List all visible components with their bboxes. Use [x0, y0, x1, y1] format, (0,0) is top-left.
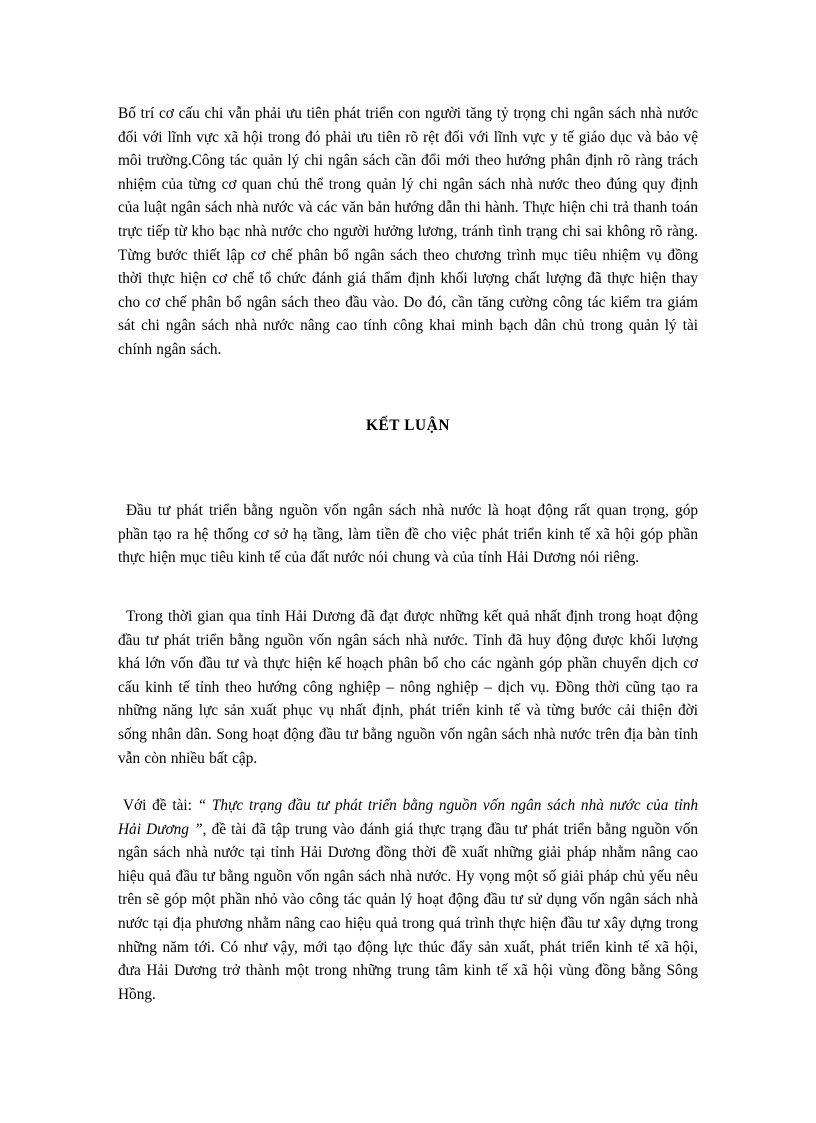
body-paragraph-3: Trong thời gian qua tỉnh Hải Dương đã đạt được những kết quả nhất định trong hoạt động đầu tư phát triển bằng nguồn vốn ngân sách nhà nước. Tỉnh đã huy động được khối lượng khá lớn vốn đầu tư và thực hiện kế hoạch phân bổ cho các ngành góp phần chuyển dịch cơ cấu kinh tế tỉnh theo hướng công nghiệp – nông nghiệp – dịch vụ. Đồng thời cũng tạo ra những năng lực sản xuất phục vụ nhất định, phát triển kinh tế và từng bước cải thiện đời sống nhân dân. Song hoạt động đầu tư bằng nguồn vốn ngân sách nhà nước trên địa bàn tỉnh vẫn còn nhiều bất cập. [118, 608, 698, 767]
body-paragraph-4 [118, 794, 698, 1006]
section-heading-conclusion: KẾT LUẬN [366, 417, 450, 434]
paragraph-4-prefix: Với đề tài: [123, 797, 198, 814]
paragraph-4-rest: , đề tài đã tập trung vào đánh giá thực trạng đầu tư phát triển bằng nguồn vốn ngân sách nhà nước tại tỉnh Hải Dương đồng thời đề xuất những giải pháp nhằm nâng cao hiệu quả đầu tư bằng nguồn vốn ngân sách nhà nước. Hy vọng một số giải pháp chủ yếu nêu trên sẽ góp một phần nhỏ vào công tác quản lý hoạt động đầu tư sử dụng vốn ngân sách nhà nước tại địa phương nhằm nâng cao hiệu quả trong quá trình thực hiện đầu tư xây dựng trong những năm tới. Có như vậy, mới tạo động lực thúc đẩy sản xuất, phát triển kinh tế xã hội, đưa Hải Dương trở thành một trong những trung tâm kinh tế xã hội vùng đồng bằng Sông Hồng. [118, 820, 698, 1003]
body-paragraph-1: Bố trí cơ cấu chi vẫn phải ưu tiên phát triển con người tăng tỷ trọng chi ngân sách nhà nước đối với lĩnh vực xã hội trong đó phải ưu tiên rõ rệt đối với lĩnh vực y tế giáo dục và bảo vệ môi trường.Công tác quản lý chi ngân sách cần đổi mới theo hướng phân định rõ ràng trách nhiệm của từng cơ quan chủ thể trong quản lý chi ngân sách nhà nước theo đúng quy định của luật ngân sách nhà nước và các văn bản hướng dẫn thi hành. Thực hiện chi trả thanh toán trực tiếp từ kho bạc nhà nước cho người hưởng lương, tránh tình trạng chi sai không rõ ràng. Từng bước thiết lập cơ chế phân bổ ngân sách theo chương trình mục tiêu nhiệm vụ đồng thời thực hiện cơ chế tổ chức đánh giá thẩm định khối lượng chất lượng đã thực hiện thay cho cơ chế phân bổ ngân sách theo đầu vào. Do đó, cần tăng cường công tác kiểm tra giám sát chi ngân sách nhà nước nâng cao tính công khai minh bạch dân chủ trong quản lý tài chính ngân sách. [118, 105, 698, 358]
thesis-title: “ Thực trạng đầu tư phát triển bằng nguồn vốn ngân sách nhà nước của tỉnh Hải Dương ” [118, 797, 698, 838]
body-paragraph-2: Đầu tư phát triển bằng nguồn vốn ngân sách nhà nước là hoạt động rất quan trọng, góp phần tạo ra hệ thống cơ sở hạ tầng, làm tiền đề cho việc phát triển kinh tế xã hội góp phần thực hiện mục tiêu kinh tế của đất nước nói chung và của tỉnh Hải Dương nói riêng. [118, 502, 698, 567]
